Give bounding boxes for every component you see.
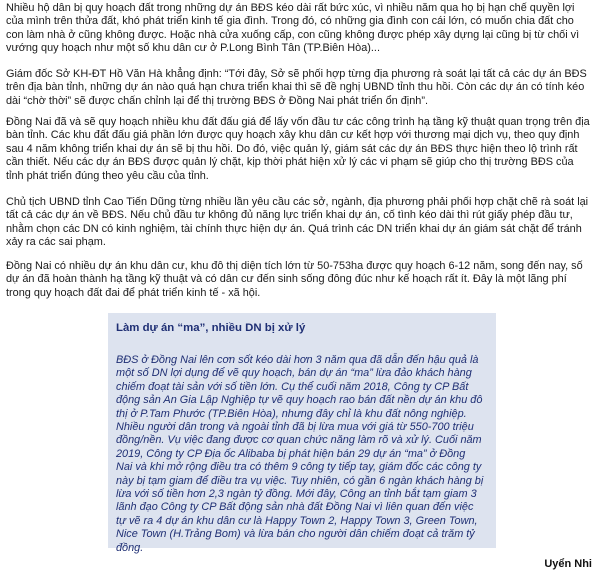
sidebar-title: Làm dự án “ma”, nhiều DN bị xử lý <box>116 322 306 334</box>
sidebar-body: BĐS ở Đồng Nai lên cơn sốt kéo dài hơn 3 năm qua đã dẫn đến hậu quả là một số DN lợi dụng để vẽ quy hoạch, bán dự án “ma” lừa đảo khách hàng chiếm đoạt tài sản với số tiền lớn. Cụ thể cuối năm 2018, Công ty CP Bất động sản An Gia Lập Nghiệp tự vẽ quy hoạch rao bán đất nền dự án khu đô thị ở P.Tam Phước (TP.Biên Hòa), nhưng đây chỉ là khu đất nông nghiệp. Nhiều người dân trong và ngoài tỉnh đã bị lừa mua với giá từ 550-700 triệu đồng/nền. Vụ việc đang được cơ quan chức năng làm rõ và xử lý. Cuối năm 2019, Công ty CP Địa ốc Alibaba bị phát hiện bán 29 dự án “ma” ở Đồng Nai và khi mở rộng điều tra có thêm 9 công ty tiếp tay, giám đốc các công ty này bị tạm giam để điều tra vụ việc. Tuy nhiên, có gần 6 ngàn khách hàng bị lừa với số tiền hơn 2,3 ngàn tỷ đồng. Mới đây, Công an tỉnh bắt tạm giam 3 lãnh đạo Công ty CP Bất động sản nhà đất Đồng Nai vì liên quan đến việc tự vẽ ra 4 dự án khu dân cư là Happy Town 2, Happy Town 3, Green Town, Nice Town (H.Trảng Bom) và lừa bán cho người dân chiếm đoạt cả trăm tỷ đồng. <box>116 354 484 554</box>
article-paragraph-4: Chủ tịch UBND tỉnh Cao Tiến Dũng từng nhiều lần yêu cầu các sở, ngành, địa phương phải phối hợp chặt chẽ rà soát lại tất cả các dự án về BĐS. Nếu chủ đầu tư không đủ năng lực triển khai dự án, cố tình kéo dài thì rút giấy phép đầu tư, nhằm chọn các DN có kinh nghiệm, tài chính thực hiện dự án. Quá trình các DN triển khai dự án giám sát chặt để tránh xảy ra các sai phạm. <box>6 196 589 249</box>
article-paragraph-3: Đồng Nai đã và sẽ quy hoạch nhiều khu đất đấu giá để lấy vốn đầu tư các công trình hạ tầng kỹ thuật quan trọng trên địa bàn tỉnh. Các khu đất đấu giá phần lớn được quy hoạch xây khu dân cư kết hợp với thương mại dịch vụ, theo quy định sau 4 năm không triển khai dự án sẽ bị thu hồi. Do đó, việc quản lý, giám sát các dự án BĐS thực hiện theo lộ trình rất cần thiết. Nếu các dự án BĐS được quản lý chặt, kịp thời phát hiện xử lý các vi phạm sẽ giúp cho thị trường BĐS của tỉnh phát triển đúng theo yêu cầu của tỉnh. <box>6 116 590 182</box>
article-paragraph-1: Nhiều hộ dân bị quy hoạch đất trong những dự án BĐS kéo dài rất bức xúc, vì nhiều năm qua họ bị hạn chế quyền lợi của mình trên thửa đất, khó phát triển kinh tế gia đình. Trong đó, có những gia đình con cái lớn, có muốn chia đất cho con làm nhà ở cũng không được. Hoặc nhà cửa xuống cấp, con cũng không được phép xây dựng lại cũng bị từ chối vì vướng quy hoạch như một số khu dân cư ở P.Long Bình Tân (TP.Biên Hòa)... <box>6 2 580 55</box>
article-paragraph-2: Giám đốc Sở KH-ĐT Hồ Văn Hà khẳng định: “Tới đây, Sở sẽ phối hợp từng địa phương rà soát lại tất cả các dự án BĐS trên địa bàn tỉnh, những dự án nào quá hạn chưa triển khai thì sẽ đề nghị UBND tỉnh thu hồi. Còn các dự án có tính kéo dài “chờ thời” sẽ được chấn chỉnh lại để thị trường BĐS ở Đồng Nai phát triển ổn định”. <box>6 68 587 107</box>
article-paragraph-5: Đồng Nai có nhiều dự án khu dân cư, khu đô thị diện tích lớn từ 50-753ha được quy hoạch 6-12 năm, song đến nay, số dự án đã hoàn thành hạ tầng kỹ thuật và có dân cư đến sinh sống đông đúc như kế hoạch rất ít. Đây là một lãng phí trong quy hoạch đất đai để phát triển kinh tế - xã hội. <box>6 260 583 299</box>
sidebar-box <box>108 313 496 554</box>
author-byline: Uyển Nhi <box>544 558 592 570</box>
